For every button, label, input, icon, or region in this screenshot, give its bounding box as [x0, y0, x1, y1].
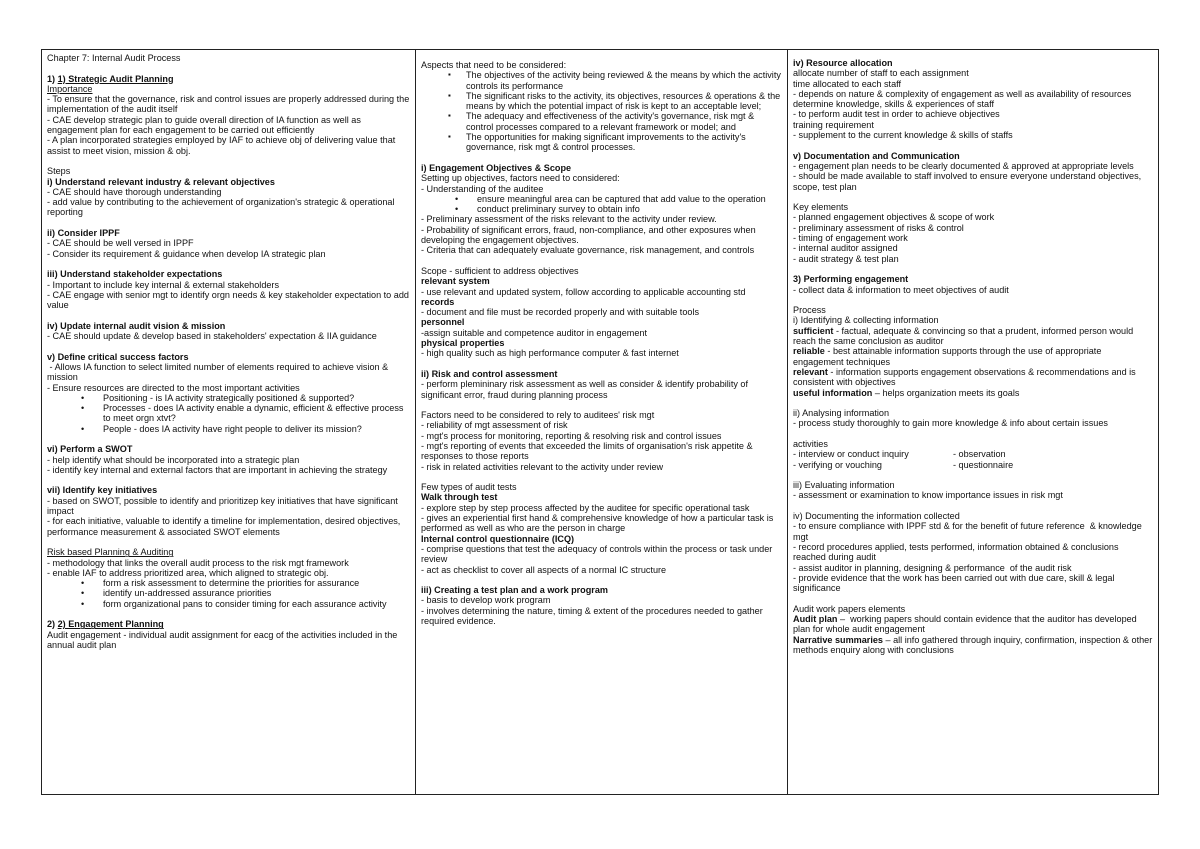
subheading: Audit work papers elements: [793, 603, 906, 614]
step-heading: iii) Understand stakeholder expectations: [47, 269, 223, 280]
subheading: Key elements: [793, 202, 849, 213]
text-line: - mgt's reporting of events that exceeded the limits of organisation's risk appetite & responses to those reports: [421, 440, 756, 462]
text-line: - high quality such as high performance computer & fast internet: [421, 348, 679, 359]
list-item: ▪ The opportunities for making significant improvements to the activity's governance, risk mgt & control processes.: [466, 132, 782, 153]
text-line: - assessment or examination to know importance issues in risk mgt: [793, 490, 1063, 501]
text-line: - to ensure compliance with IPPF std & for the benefit of future reference & knowledge mgt: [793, 521, 1145, 542]
activities-row: [793, 460, 1153, 470]
text-line: - involves determining the nature, timing & extent of the procedures needed to gather required evidence.: [421, 605, 766, 627]
list-item: • identify un-addressed assurance priorities: [103, 588, 410, 598]
step-heading: i) Engagement Objectives & Scope: [421, 162, 572, 173]
text-line: allocate number of staff to each assignment: [793, 68, 969, 79]
text-line: Factors need to be considered to rely to auditees' risk mgt: [421, 410, 655, 421]
text-line: - Understanding of the auditee: [421, 183, 544, 194]
text-line: - preliminary assessment of risks & control: [793, 222, 964, 233]
step-heading: iii) Creating a test plan and a work program: [421, 585, 608, 596]
bullet-list: [421, 194, 782, 215]
text-line: - To ensure that the governance, risk and control issues are properly addressed during the implementation of the audit itself: [47, 94, 412, 115]
definition-line: reliable - best attainable information supports through the use of appropriate engagement techniques: [793, 346, 1104, 367]
term-heading: Internal control questionnaire (ICQ): [421, 533, 575, 544]
list-item: • form organizational pans to consider timing for each assurance activity: [103, 599, 410, 609]
text-line: - Ensure resources are directed to the most important activities: [47, 382, 300, 393]
bullet-list: [47, 393, 410, 434]
step-heading: iv) Documenting the information collected: [793, 511, 960, 522]
definition-line: useful information – helps organization meets its goals: [793, 387, 1020, 398]
text-line: - engagement plan needs to be clearly documented & approved at appropriate levels: [793, 160, 1134, 171]
list-item: ▪ The objectives of the activity being reviewed & the means by which the activity controls its performance: [466, 70, 782, 91]
activities-row: [793, 449, 1153, 459]
term-heading: Walk through test: [421, 492, 498, 503]
text-line: - for each initiative, valuable to identify a timeline for implementation, desired objectives, performance measurement & associated SWOT elements: [47, 516, 403, 537]
list-item: • People - does IA activity have right people to deliver its mission?: [103, 424, 410, 434]
text-line: - collect data & information to meet objectives of audit: [793, 284, 1009, 295]
subheading: Importance: [47, 83, 93, 94]
subheading: Few types of audit tests: [421, 482, 517, 493]
definition-line: Narrative summaries – all info gathered through inquiry, confirmation, inspection & other methods enquiry along with conclusions: [793, 634, 1155, 655]
text-line: time allocated to each staff: [793, 78, 902, 89]
step-heading: vi) Perform a SWOT: [47, 444, 133, 455]
text-line: - Criteria that can adequately evaluate governance, risk management, and controls: [421, 245, 755, 256]
step-heading: ii) Risk and control assessment: [421, 368, 558, 379]
text-line: - reliability of mgt assessment of risk: [421, 420, 568, 431]
text-line: - process study thoroughly to gain more knowledge & info about certain issues: [793, 418, 1108, 429]
list-item: • ensure meaningful area can be captured that add value to the operation: [477, 194, 782, 204]
step-heading: v) Define critical success factors: [47, 351, 189, 362]
step-heading: v) Documentation and Communication: [793, 150, 960, 161]
step-heading: i) Identifying & collecting information: [793, 315, 939, 326]
text-line: Audit engagement - individual audit assignment for eacg of the activities included in the annual audit plan: [47, 629, 400, 650]
list-item: • Processes - does IA activity enable a dynamic, efficient & effective process to meet orgn xtvt?: [103, 403, 410, 424]
text-line: - perform plemininary risk assessment as well as consider & identify probability of significant error, fraud during planning process: [421, 379, 751, 400]
column-3: [788, 50, 1158, 794]
text-line: - Consider its requirement & guidance when develop IA strategic plan: [47, 248, 326, 259]
text-line: - comprise questions that test the adequacy of controls within the process or task under review: [421, 543, 775, 565]
text-line: Setting up objectives, factors need to considered:: [421, 173, 620, 184]
text-line: - internal auditor assigned: [793, 243, 898, 254]
subheading: Scope - sufficient to address objectives: [421, 265, 579, 276]
text-line: - use relevant and updated system, follow according to applicable accounting std: [421, 286, 746, 297]
text-line: - Probability of significant errors, fraud, non-compliance, and other exposures when developing the engagement objectives.: [421, 224, 759, 246]
text-line: - Allows IA function to select limited number of elements required to achieve vision & mission: [47, 361, 391, 383]
text-line: - enable IAF to address prioritized area, which aligned to strategic obj.: [47, 567, 329, 578]
bullet-list: [47, 578, 410, 609]
text-line: - A plan incorporated strategies employed by IAF to achieve obj of delivering value that assist to meet vision, mission & obj.: [47, 135, 398, 156]
text-line: - document and file must be recorded properly and with suitable tools: [421, 307, 700, 318]
text-line: determine knowledge, skills & experiences of staff: [793, 99, 995, 110]
text-line: - mgt's process for monitoring, reporting & resolving risk and control issues: [421, 430, 722, 441]
term-heading: relevant system: [421, 276, 490, 287]
text-line: - risk in related activities relevant to the activity under review: [421, 461, 664, 472]
step-heading: iv) Update internal audit vision & mission: [47, 320, 226, 331]
text-line: - to perform audit test in order to achieve objectives: [793, 109, 1000, 120]
definition-line: sufficient - factual, adequate & convincing so that a prudent, informed person would reach the same conclusion as auditor: [793, 325, 1136, 347]
list-item: • form a risk assessment to determine the priorities for assurance: [103, 578, 410, 588]
subheading: activities: [793, 438, 828, 449]
text-line: - provide evidence that the work has been carried out with due care, skill & legal significance: [793, 572, 1118, 594]
subheading: Steps: [47, 166, 71, 177]
text-line: - help identify what should be incorporated into a strategic plan: [47, 454, 300, 465]
section-heading: 1) 1) Strategic Audit Planning: [47, 73, 174, 84]
text-line: - record procedures applied, tests performed, information obtained & conclusions reached during audit: [793, 541, 1122, 563]
term-heading: personnel: [421, 317, 465, 328]
step-heading: iv) Resource allocation: [793, 58, 893, 68]
text-line: -assign suitable and competence auditor in engagement: [421, 327, 647, 338]
list-item: ▪ The adequacy and effectiveness of the activity's governance, risk mgt & control processes compared to a relevant framework or model; and: [466, 111, 782, 132]
text-line: - add value by contributing to the achievement of organization's strategic & operational reporting: [47, 197, 398, 218]
text-line: - assist auditor in planning, designing & performance of the audit risk: [793, 562, 1072, 573]
text-line: - audit strategy & test plan: [793, 253, 899, 264]
text-line: - basis to develop work program: [421, 595, 551, 606]
section-heading: 3) Performing engagement: [793, 274, 909, 285]
text-line: - CAE should be well versed in IPPF: [47, 238, 194, 249]
text-line: - CAE should have thorough understanding: [47, 186, 222, 197]
text-line: - supplement to the current knowledge & skills of staffs: [793, 130, 1013, 141]
text-line: - should be made available to staff involved to ensure everyone understand objectives, scope, test plan: [793, 171, 1144, 192]
step-heading: vii) Identify key initiatives: [47, 485, 158, 496]
text-line: - verifying or vouching: [793, 459, 882, 470]
text-line: - planned engagement objectives & scope of work: [793, 212, 995, 223]
term-heading: records: [421, 296, 455, 307]
column-2: [416, 50, 788, 794]
section-heading: 2) 2) Engagement Planning: [47, 619, 164, 630]
list-item: ▪ The significant risks to the activity, its objectives, resources & operations & the means by which the potential impact of risk is kept to an acceptable level;: [466, 91, 782, 112]
text-line: training requirement: [793, 119, 874, 130]
notes-sheet: [41, 49, 1159, 795]
term-heading: physical properties: [421, 338, 505, 349]
column-1: [42, 50, 416, 794]
text-line: - timing of engagement work: [793, 233, 908, 244]
step-heading: ii) Consider IPPF: [47, 228, 120, 239]
text-line: - gives an experiential first hand & comprehensive knowledge of how a particular task is performed as well as who are the person in charge: [421, 513, 776, 534]
step-heading: i) Understand relevant industry & relevant objectives: [47, 176, 275, 187]
subheading: Process: [793, 305, 826, 316]
bullet-list: [421, 70, 782, 152]
text-line: - CAE engage with senior mgt to identify orgn needs & key stakeholder expectation to add value: [47, 289, 412, 311]
text-line: - Preliminary assessment of the risks relevant to the activity under review.: [421, 214, 717, 225]
text-line: - CAE develop strategic plan to guide overall direction of IA function as well as engagement plan for each engagement to be carried out efficiently: [47, 114, 364, 136]
step-heading: iii) Evaluating information: [793, 480, 895, 491]
definition-line: relevant - information supports engagement observations & recommendations and is consistent with objectives: [793, 366, 1139, 388]
subheading: Aspects that need to be considered:: [421, 60, 567, 70]
definition-line: Audit plan – working papers should contain evidence that the auditor has developed plan for whole audit engagement: [793, 614, 1140, 635]
subheading: Risk based Planning & Auditing: [47, 547, 174, 558]
text-line: - identify key internal and external factors that are important in achieving the strategy: [47, 464, 388, 475]
text-line: - interview or conduct inquiry: [793, 449, 909, 460]
list-item: • conduct preliminary survey to obtain info: [477, 204, 782, 214]
text-line: - based on SWOT, possible to identify and prioritizep key initiatives that have significant impact: [47, 495, 401, 517]
text-line: - CAE should update & develop based in stakeholders' expectation & IIA guidance: [47, 331, 377, 342]
text-line: - methodology that links the overall audit process to the risk mgt framework: [47, 557, 349, 568]
text-line: - act as checklist to cover all aspects of a normal IC structure: [421, 564, 667, 575]
text-line: - observation: [953, 449, 1006, 460]
step-heading: ii) Analysing information: [793, 408, 890, 419]
chapter-title: Chapter 7: Internal Audit Process: [47, 53, 181, 63]
text-line: - questionnaire: [953, 459, 1014, 470]
text-line: - depends on nature & complexity of engagement as well as availability of resources: [793, 88, 1132, 99]
list-item: • Positioning - is IA activity strategically positioned & supported?: [103, 393, 410, 403]
text-line: - explore step by step process affected by the auditee for specific operational task: [421, 502, 750, 513]
text-line: - Important to include key internal & external stakeholders: [47, 279, 280, 290]
